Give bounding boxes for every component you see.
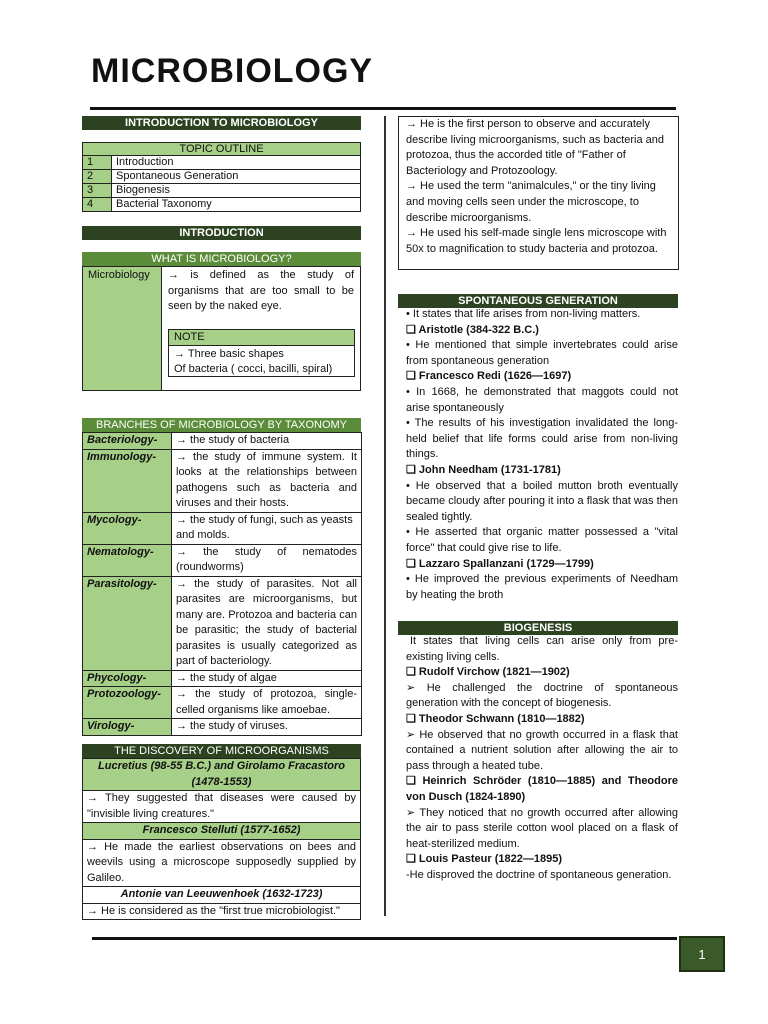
spontaneous-line: • In 1668, he demonstrated that maggots could not arise spontaneously bbox=[406, 385, 678, 414]
introduction-bar: INTRODUCTION bbox=[82, 226, 361, 240]
biogenesis-body bbox=[406, 634, 678, 884]
spontaneous-scientist: ❑ Francesco Redi (1626—1697) bbox=[406, 370, 572, 383]
branch-term: Mycology- bbox=[83, 512, 172, 544]
spontaneous-line: • It states that life arises from non-living matters. bbox=[406, 308, 641, 320]
branch-row bbox=[83, 512, 362, 544]
branch-term: Bacteriology- bbox=[83, 433, 172, 450]
intro-to-microbiology-bar: INTRODUCTION TO MICROBIOLOGY bbox=[82, 116, 361, 130]
biogenesis-line: ➢ They noticed that no growth occurred after allowing the air to pass sterile cotton wool placed on a flask of heat-sterilized medium. bbox=[406, 806, 678, 850]
footer-divider bbox=[92, 937, 677, 940]
topic-outline-header: TOPIC OUTLINE bbox=[82, 142, 361, 156]
topic-label: Bacterial Taxonomy bbox=[112, 198, 361, 212]
spontaneous-scientist: ❑ Lazzaro Spallanzani (1729—1799) bbox=[406, 557, 594, 570]
branch-row bbox=[83, 670, 362, 687]
topic-outline-row bbox=[83, 198, 361, 212]
topic-label: Biogenesis bbox=[112, 184, 361, 198]
topic-outline-row bbox=[83, 184, 361, 198]
branch-desc: → the study of parasites. Not all parasites are microorganisms, but many are. Protozoa and bacteria can be parasitic; the study of bacterial parasites is usually categorized as part of bacteriology. bbox=[172, 576, 362, 670]
discoverer-name: Francesco Stelluti (1577-1652) bbox=[83, 823, 361, 840]
title-divider bbox=[90, 107, 676, 110]
discovery-name-row bbox=[83, 823, 361, 840]
discovery-name-row bbox=[83, 759, 361, 791]
branch-row bbox=[83, 576, 362, 670]
spontaneous-generation-body bbox=[406, 307, 678, 603]
page-number: 1 bbox=[679, 936, 725, 972]
column-divider bbox=[384, 116, 386, 916]
topic-label: Introduction bbox=[112, 156, 361, 170]
discovery-table bbox=[82, 758, 361, 920]
spontaneous-line: • He improved the previous experiments of Needham by heating the broth bbox=[406, 573, 678, 601]
biogenesis-scientist: ❑ Heinrich Schröder (1810—1885) and Theodore von Dusch (1824-1890) bbox=[406, 775, 678, 803]
leeuwenhoek-box bbox=[398, 116, 679, 270]
branch-term: Immunology- bbox=[83, 449, 172, 512]
branch-row bbox=[83, 449, 362, 512]
branches-header: BRANCHES OF MICROBIOLOGY BY TAXONOMY bbox=[82, 418, 361, 432]
microbiology-term: Microbiology bbox=[88, 269, 150, 281]
branch-term: Parasitology- bbox=[83, 576, 172, 670]
branch-desc: → the study of fungi, such as yeasts and molds. bbox=[172, 512, 362, 544]
branch-term: Nematology- bbox=[83, 544, 172, 576]
discovery-name-row bbox=[83, 887, 361, 904]
branch-desc: → the study of immune system. It looks at the relationships between pathogens such as bacteria and viruses and their hosts. bbox=[172, 449, 362, 512]
note-line-2: Of bacteria ( cocci, bacilli, spiral) bbox=[174, 363, 333, 375]
branch-desc: → the study of nematodes (roundworms) bbox=[172, 544, 362, 576]
topic-outline-table bbox=[82, 155, 361, 212]
discovery-text-row bbox=[83, 839, 361, 887]
topic-number: 1 bbox=[83, 156, 112, 170]
discovery-text: → They suggested that diseases were caused by "invisible living creatures." bbox=[83, 791, 361, 823]
branch-desc: → the study of algae bbox=[172, 670, 362, 687]
branch-row bbox=[83, 544, 362, 576]
topic-outline-row bbox=[83, 156, 361, 170]
biogenesis-line: It states that living cells can arise only from pre-existing living cells. bbox=[406, 635, 678, 663]
branch-term: Protozoology- bbox=[83, 687, 172, 719]
what-is-microbiology-header: WHAT IS MICROBIOLOGY? bbox=[82, 252, 361, 266]
microbiology-term-cell bbox=[82, 266, 162, 391]
biogenesis-line: ➢ He observed that no growth occurred in a flask that contained a nutrient solution after allowing the air to pass through a heated tube. bbox=[406, 728, 678, 772]
discoverer-name: Lucretius (98-55 B.C.) and Girolamo Fracastoro (1478-1553) bbox=[83, 759, 361, 791]
spontaneous-line: • The results of his investigation invalidated the long-held belief that life forms could arise from non-living things. bbox=[406, 417, 678, 461]
biogenesis-line: -He disproved the doctrine of spontaneous generation. bbox=[406, 868, 672, 881]
spontaneous-scientist: ❑ Aristotle (384-322 B.C.) bbox=[406, 323, 539, 336]
leeuwenhoek-line: → He used the term "animalcules," or the tiny living and moving cells seen under the microscope, to describe microorganisms. bbox=[406, 180, 656, 224]
leeuwenhoek-line: → He is the first person to observe and accurately describe living microorganisms, such as bacteria and protozoa, thus the accorded title of "Father of Bacteriology and Protozoology. bbox=[406, 118, 665, 177]
discoverer-name: Antonie van Leeuwenhoek (1632-1723) bbox=[83, 887, 361, 904]
biogenesis-scientist: ❑ Theodor Schwann (1810—1882) bbox=[406, 712, 585, 725]
spontaneous-line: • He asserted that organic matter possessed a "vital force" that could give rise to life. bbox=[406, 526, 678, 554]
note-box bbox=[168, 329, 355, 377]
discovery-text: → He made the earliest observations on bees and weevils using a microscope supposedly supplied by Galileo. bbox=[83, 839, 361, 887]
branch-row bbox=[83, 719, 362, 736]
biogenesis-scientist: ❑ Louis Pasteur (1822—1895) bbox=[406, 853, 562, 866]
topic-number: 4 bbox=[83, 198, 112, 212]
topic-number: 2 bbox=[83, 170, 112, 184]
branches-table bbox=[82, 432, 362, 736]
branch-desc: → the study of bacteria bbox=[172, 433, 362, 450]
spontaneous-generation-header: SPONTANEOUS GENERATION bbox=[398, 294, 678, 308]
note-line-1: → Three basic shapes bbox=[174, 348, 284, 360]
spontaneous-line: • He mentioned that simple invertebrates could arise from spontaneous generation bbox=[406, 339, 678, 367]
discovery-header: THE DISCOVERY OF MICROORGANISMS bbox=[82, 744, 361, 758]
branch-term: Virology- bbox=[83, 719, 172, 736]
page-title: MICROBIOLOGY bbox=[91, 52, 374, 90]
note-header: NOTE bbox=[169, 330, 354, 346]
topic-number: 3 bbox=[83, 184, 112, 198]
discovery-text-row bbox=[83, 903, 361, 920]
branch-desc: → the study of protozoa, single-celled organisms like amoebae. bbox=[172, 687, 362, 719]
spontaneous-line: • He observed that a boiled mutton broth eventually became cloudy after pouring it into a flask that was then sealed tightly. bbox=[406, 479, 678, 523]
microbiology-definition: → is defined as the study of organisms that are too small to be seen by the naked eye. bbox=[168, 269, 354, 313]
spontaneous-scientist: ❑ John Needham (1731-1781) bbox=[406, 463, 561, 476]
microbiology-definition-cell bbox=[161, 266, 361, 391]
biogenesis-scientist: ❑ Rudolf Virchow (1821—1902) bbox=[406, 666, 570, 679]
branch-row bbox=[83, 433, 362, 450]
leeuwenhoek-line: → He used his self-made single lens microscope with 50x to magnification to study bacteria and protozoa. bbox=[406, 227, 667, 255]
discovery-text-row bbox=[83, 791, 361, 823]
topic-outline-row bbox=[83, 170, 361, 184]
branch-term: Phycology- bbox=[83, 670, 172, 687]
biogenesis-line: ➢ He challenged the doctrine of spontaneous generation with the concept of biogenesis. bbox=[406, 681, 678, 710]
discovery-text: → He is considered as the "first true microbiologist." bbox=[83, 903, 361, 920]
branch-desc: → the study of viruses. bbox=[172, 719, 362, 736]
branch-row bbox=[83, 687, 362, 719]
biogenesis-header: BIOGENESIS bbox=[398, 621, 678, 635]
topic-label: Spontaneous Generation bbox=[112, 170, 361, 184]
